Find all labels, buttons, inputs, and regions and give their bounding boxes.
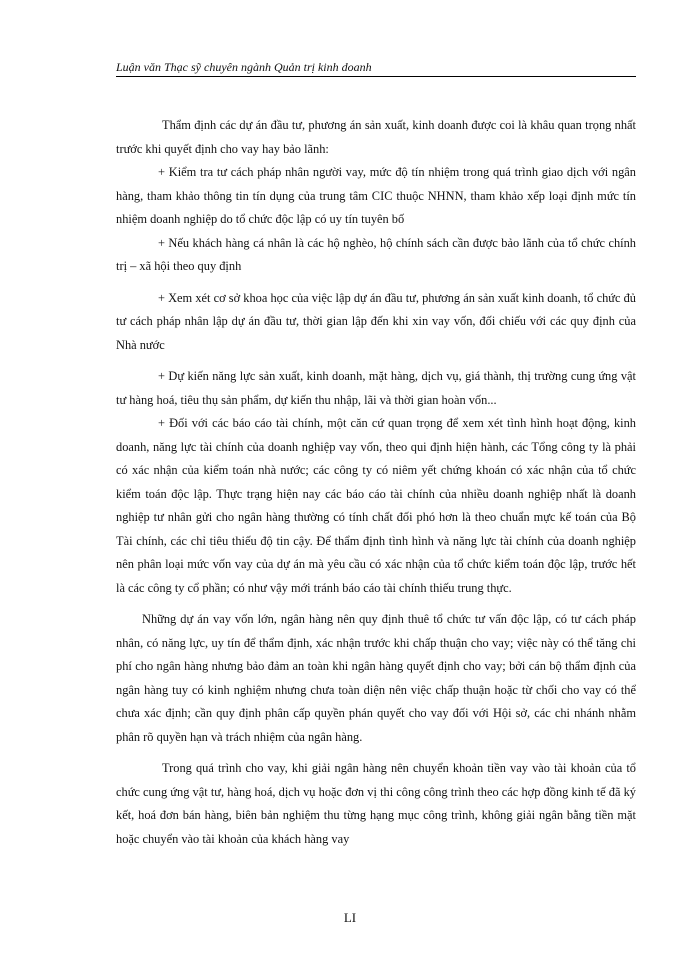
paragraph-independent-consultant: Những dự án vay vốn lớn, ngân hàng nên quy định thuê tổ chức tư vấn độc lập, có tư cách pháp nhân, có năng lực, uy tín để thẩm định, xác nhận trước khi chấp thuận cho vay; việc này có thể tăng chi phí cho ngân hàng nhưng bảo đảm an toàn khi ngân hàng quyết định cho vay; bởi cán bộ thẩm định của ngân hàng tuy có kinh nghiệm nhưng chưa toàn diện nên việc chấp thuận hoặc từ chối cho vay có thể chưa xác định; cần quy định phân cấp quyền phán quyết cho vay đối với Hội sở, các chi nhánh nhằm phân rõ quyền hạn và trách nhiệm của ngân hàng.: [116, 612, 636, 744]
paragraph-appraisal-intro: Thẩm định các dự án đầu tư, phương án sản xuất, kinh doanh được coi là khâu quan trọng nhất trước khi quyết định cho vay hay bảo lãnh:: [116, 118, 636, 156]
paragraph-disbursement: Trong quá trình cho vay, khi giải ngân hàng nên chuyển khoản tiền vay vào tài khoản của tổ chức cung ứng vật tư, hàng hoá, dịch vụ hoặc đơn vị thi công công trình theo các hợp đồng kinh tế đã ký kết, hoá đơn bán hàng, biên bản nghiệm thu từng hạng mục công trình, không giải ngân bằng tiền mặt hoặc chuyển vào tài khoản của khách hàng vay: [116, 761, 636, 846]
page-number: LI: [343, 910, 357, 925]
paragraph-financial-statements: + Đối với các báo cáo tài chính, một căn cứ quan trọng để xem xét tình hình hoạt động, kinh doanh, năng lực tài chính của doanh nghiệp vay vốn, theo qui định hiện hành, các Tổng công ty là phải có xác nhận của kiểm toán nhà nước; các công ty có niêm yết chứng khoán có xác nhận của tổ chức kiểm toán độc lập. Thực trạng hiện nay các báo cáo tài chính của nhiều doanh nghiệp nhất là doanh nghiệp tư nhân gửi cho ngân hàng thường có tính chất đối phó hơn là theo chuẩn mực kế toán của Bộ Tài chính, các chỉ tiêu thiếu độ tin cậy. Để thẩm định tình hình và năng lực tài chính của doanh nghiệp nên phân loại mức vốn vay của dự án mà yêu cầu có xác nhận của tổ chức kiểm toán độc lập, trước hết là các công ty cổ phần; có như vậy mới tránh báo cáo tài chính thiếu trung thực.: [116, 416, 636, 595]
header-divider: [116, 76, 636, 77]
document-body: [116, 114, 636, 851]
paragraph-poor-household-guarantee: + Nếu khách hàng cá nhân là các hộ nghèo, hộ chính sách cần được bảo lãnh của tổ chức chính trị – xã hội theo quy định: [116, 235, 636, 273]
paragraph-scientific-basis: + Xem xét cơ sở khoa học của việc lập dự án đầu tư, phương án sản xuất kinh doanh, tổ chức đủ tư cách pháp nhân lập dự án đầu tư, thời gian lập đến khi xin vay vốn, đối chiếu với các quy định của Nhà nước: [116, 290, 636, 352]
running-header: Luận văn Thạc sỹ chuyên ngành Quản trị kinh doanh: [116, 60, 372, 74]
paragraph-legal-status-check: + Kiểm tra tư cách pháp nhân người vay, mức độ tín nhiệm trong quá trình giao dịch với ngân hàng, tham khảo thông tin tín dụng của trung tâm CIC thuộc NHNN, tham khảo xếp loại định mức tín nhiệm doanh nghiệp do tổ chức độc lập có uy tín tuyên bố: [116, 165, 636, 226]
paragraph-capacity-forecast: + Dự kiến năng lực sản xuất, kinh doanh, mặt hàng, dịch vụ, giá thành, thị trường cung ứng vật tư hàng hoá, tiêu thụ sản phẩm, dự kiến thu nhập, lãi và thời gian hoàn vốn...: [116, 369, 636, 407]
